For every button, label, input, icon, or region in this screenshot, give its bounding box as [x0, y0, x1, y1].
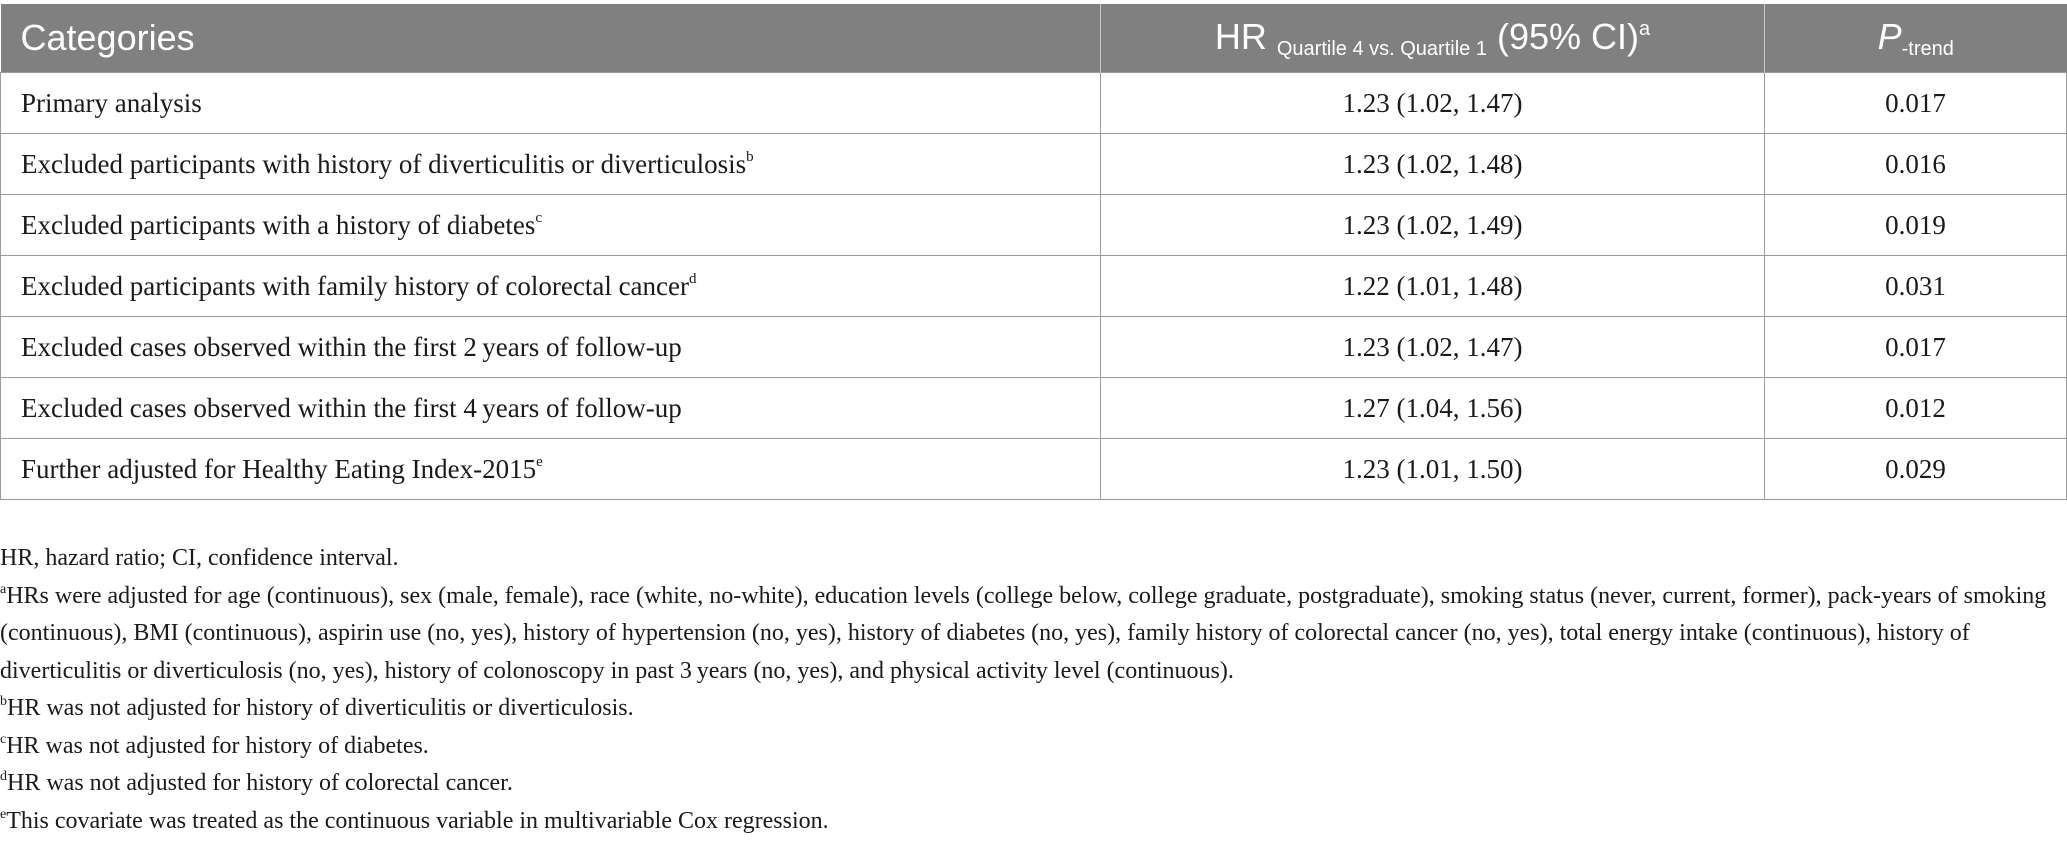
category-text: Primary analysis	[21, 87, 202, 118]
footnote-c-mark: c	[0, 731, 7, 747]
header-p-label: P	[1877, 15, 1902, 57]
footnote-d-mark: d	[0, 769, 7, 784]
table-row	[1, 195, 2067, 256]
footnote-d-text: HR was not adjusted for history of colorectal cancer.	[7, 770, 513, 796]
category-text: Further adjusted for Healthy Eating Index-2015	[21, 453, 537, 484]
footnote-mark: b	[746, 148, 754, 165]
footnote-c-text: HR was not adjusted for history of diabetes.	[6, 732, 429, 759]
row-hr-value: 1.23 (1.01, 1.50)	[1101, 439, 1765, 500]
category-text: Excluded participants with history of diverticulitis or diverticulosis	[21, 148, 747, 179]
category-text: Excluded cases observed within the first 4 years of follow-up	[21, 392, 682, 423]
row-category	[1, 378, 1101, 439]
footnote-b-text: HR was not adjusted for history of diverticulitis or diverticulosis.	[7, 695, 634, 721]
header-p-trend	[1765, 4, 2067, 73]
row-hr-value: 1.27 (1.04, 1.56)	[1101, 378, 1765, 439]
footnote-mark: c	[535, 209, 543, 226]
table-row	[1, 256, 2067, 317]
table-row	[1, 73, 2067, 134]
row-category	[1, 317, 1101, 378]
header-hr-subscript: Quartile 4 vs. Quartile 1	[1276, 37, 1487, 60]
row-p-value: 0.017	[1765, 317, 2067, 378]
table-footnotes	[0, 540, 2060, 840]
table-body	[1, 73, 2067, 500]
footnote-e-text: This covariate was treated as the continuous variable in multivariable Cox regression.	[6, 807, 829, 834]
footnote-c	[0, 728, 2060, 766]
header-hazard-ratio	[1101, 4, 1765, 73]
footnote-a-mark: a	[0, 581, 7, 597]
table-row	[1, 378, 2067, 439]
footnote-b	[0, 690, 2060, 728]
header-hr-footnote-mark: a	[1639, 17, 1651, 40]
table-header	[1, 4, 2067, 73]
category-text: Excluded cases observed within the first 2 years of follow-up	[21, 331, 682, 362]
header-row	[1, 4, 2067, 73]
row-hr-value: 1.22 (1.01, 1.48)	[1101, 256, 1765, 317]
table-row	[1, 439, 2067, 500]
results-table-container	[0, 4, 2066, 500]
footnote-d	[0, 765, 2060, 803]
header-hr-ci: (95% CI)	[1496, 15, 1640, 57]
footnote-a	[0, 578, 2060, 691]
row-p-value: 0.012	[1765, 378, 2067, 439]
row-p-value: 0.031	[1765, 256, 2067, 317]
footnote-b-mark: b	[0, 694, 7, 709]
footnote-e	[0, 803, 2060, 841]
row-hr-value: 1.23 (1.02, 1.49)	[1101, 195, 1765, 256]
row-p-value: 0.016	[1765, 134, 2067, 195]
row-category	[1, 73, 1101, 134]
row-category	[1, 256, 1101, 317]
sensitivity-analysis-table	[0, 4, 2067, 500]
footnote-e-mark: e	[0, 806, 7, 822]
row-hr-value: 1.23 (1.02, 1.48)	[1101, 134, 1765, 195]
header-categories: Categories	[1, 4, 1101, 73]
category-text: Excluded participants with family history of colorectal cancer	[21, 270, 689, 301]
row-hr-value: 1.23 (1.02, 1.47)	[1101, 73, 1765, 134]
row-p-value: 0.029	[1765, 439, 2067, 500]
table-row	[1, 134, 2067, 195]
row-p-value: 0.017	[1765, 73, 2067, 134]
footnote-a-text: HRs were adjusted for age (continuous), sex (male, female), race (white, no-white), education levels (college below, college graduate, postgraduate), smoking status (never, current, former), pack-years of smoking (continuous), BMI (continuous), aspirin use (no, yes), history of hypertension (no, yes), history of diabetes (no, yes), family history of colorectal cancer (no, yes), total energy intake (continuous), history of diverticulitis or diverticulosis (no, yes), history of colonoscopy in past 3 years (no, yes), and physical activity level (continuous).	[0, 582, 2047, 684]
table-row	[1, 317, 2067, 378]
footnote-abbreviations: HR, hazard ratio; CI, confidence interval.	[0, 545, 399, 571]
row-hr-value: 1.23 (1.02, 1.47)	[1101, 317, 1765, 378]
row-category	[1, 439, 1101, 500]
header-p-subscript: -trend	[1901, 37, 1954, 60]
footnote-mark: d	[689, 270, 697, 287]
header-hr-label: HR	[1214, 15, 1267, 57]
footnote-mark: e	[536, 453, 543, 470]
row-category	[1, 134, 1101, 195]
row-category	[1, 195, 1101, 256]
row-p-value: 0.019	[1765, 195, 2067, 256]
category-text: Excluded participants with a history of diabetes	[21, 209, 536, 240]
